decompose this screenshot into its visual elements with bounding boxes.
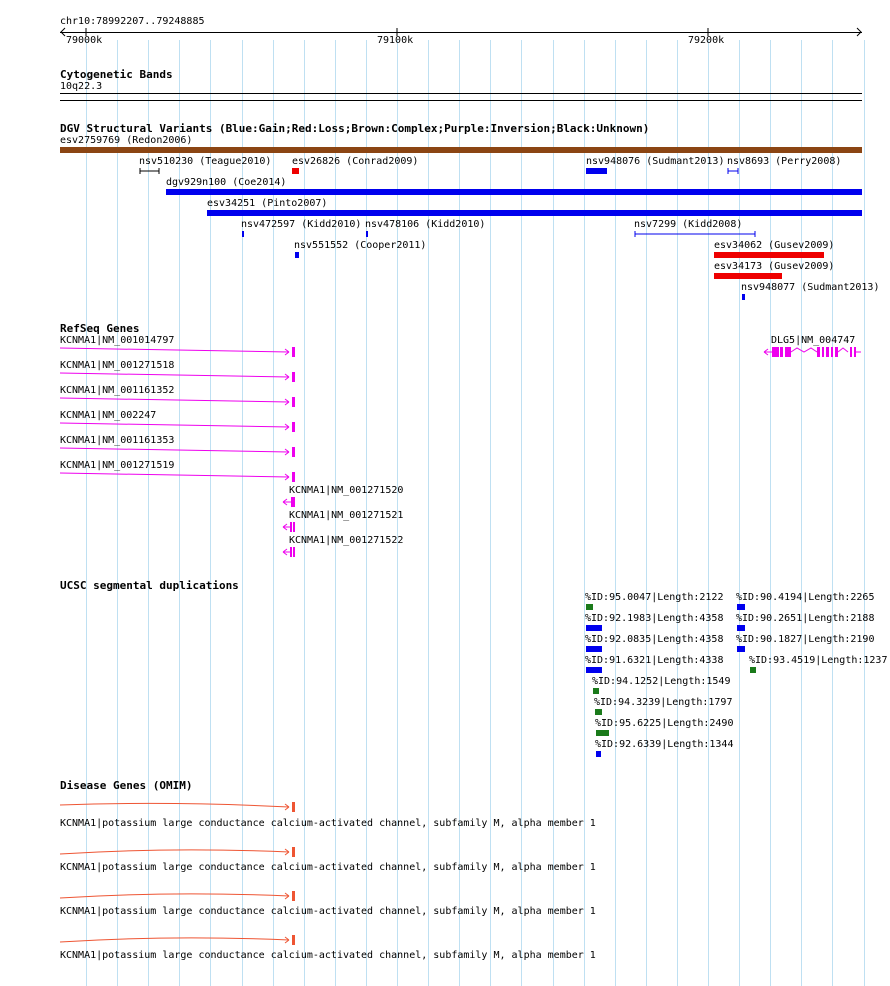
refseq-label-NM_001161353: KCNMA1|NM_001161353 <box>60 435 175 446</box>
refseq-label-NM_002247: KCNMA1|NM_002247 <box>60 410 157 421</box>
segdup-label: %ID:90.2651|Length:2188 <box>736 613 875 624</box>
dgv-label-dgv929n100: dgv929n100 (Coe2014) <box>166 177 287 188</box>
omim-label: KCNMA1|potassium large conductance calcium-activated channel, subfamily M, alpha member 1 <box>60 818 596 829</box>
refseq-label-NM_001271521: KCNMA1|NM_001271521 <box>289 510 404 521</box>
ruler-tick-79100k: 79100k <box>377 35 414 46</box>
dgv-label-nsv948077: nsv948077 (Sudmant2013) <box>741 282 880 293</box>
dgv-label-nsv948076: nsv948076 (Sudmant2013) <box>586 156 725 167</box>
omim-track-title[interactable]: Disease Genes (OMIM) <box>60 779 193 792</box>
dgv-label-nsv551552: nsv551552 (Cooper2011) <box>294 240 427 251</box>
segdup-label: %ID:95.0047|Length:2122 <box>585 592 724 603</box>
segdup-label: %ID:94.3239|Length:1797 <box>594 697 733 708</box>
cytoband-track-title[interactable]: Cytogenetic Bands <box>60 68 173 81</box>
dgv-label-nsv8693: nsv8693 (Perry2008) <box>727 156 842 167</box>
refseq-label-NM_001271522: KCNMA1|NM_001271522 <box>289 535 404 546</box>
refseq-label-DLG5: DLG5|NM_004747 <box>771 335 856 346</box>
dgv-label-nsv7299: nsv7299 (Kidd2008) <box>634 219 743 230</box>
segdup-label: %ID:92.0835|Length:4358 <box>585 634 724 645</box>
omim-gene-kcnma1-1 <box>60 802 295 812</box>
ruler-tick-79200k: 79200k <box>688 35 725 46</box>
segdup-label: %ID:92.6339|Length:1344 <box>595 739 734 750</box>
dgv-label-esv2759769: esv2759769 (Redon2006) <box>60 135 193 146</box>
omim-gene-kcnma1-4 <box>60 935 295 945</box>
segdup-label: %ID:95.6225|Length:2490 <box>595 718 734 729</box>
refseq-label-NM_001271520: KCNMA1|NM_001271520 <box>289 485 404 496</box>
dgv-label-nsv510230: nsv510230 (Teague2010) <box>139 156 272 167</box>
omim-gene-kcnma1-2 <box>60 847 295 857</box>
dgv-label-esv26826: esv26826 (Conrad2009) <box>292 156 419 167</box>
dgv-label-esv34173: esv34173 (Gusev2009) <box>714 261 835 272</box>
segdup-track-title[interactable]: UCSC segmental duplications <box>60 579 239 592</box>
omim-gene-kcnma1-3 <box>60 891 295 901</box>
omim-label: KCNMA1|potassium large conductance calcium-activated channel, subfamily M, alpha member 1 <box>60 862 596 873</box>
segdup-label: %ID:92.1983|Length:4358 <box>585 613 724 624</box>
refseq-track-title[interactable]: RefSeq Genes <box>60 322 140 335</box>
refseq-label-NM_001161352: KCNMA1|NM_001161352 <box>60 385 175 396</box>
refseq-label-NM_001271518: KCNMA1|NM_001271518 <box>60 360 175 371</box>
segdup-label: %ID:94.1252|Length:1549 <box>592 676 731 687</box>
ruler-tick-79000k: 79000k <box>66 35 103 46</box>
segdup-label: %ID:90.1827|Length:2190 <box>736 634 875 645</box>
refseq-label-NM_001014797: KCNMA1|NM_001014797 <box>60 335 175 346</box>
cytoband-label: 10q22.3 <box>60 81 103 92</box>
dgv-track-title[interactable]: DGV Structural Variants (Blue:Gain;Red:Loss;Brown:Complex;Purple:Inversion;Black:Unknown) <box>60 122 650 135</box>
omim-label: KCNMA1|potassium large conductance calcium-activated channel, subfamily M, alpha member 1 <box>60 906 596 917</box>
omim-label: KCNMA1|potassium large conductance calcium-activated channel, subfamily M, alpha member 1 <box>60 950 596 961</box>
dgv-label-nsv472597: nsv472597 (Kidd2010) <box>241 219 362 230</box>
segdup-label: %ID:90.4194|Length:2265 <box>736 592 875 603</box>
dgv-label-esv34251: esv34251 (Pinto2007) <box>207 198 328 209</box>
dgv-label-nsv478106: nsv478106 (Kidd2010) <box>365 219 486 230</box>
refseq-label-NM_001271519: KCNMA1|NM_001271519 <box>60 460 175 471</box>
segdup-label: %ID:91.6321|Length:4338 <box>585 655 724 666</box>
dgv-label-esv34062: esv34062 (Gusev2009) <box>714 240 835 251</box>
location-label: chr10:78992207..79248885 <box>60 16 205 27</box>
segdup-label: %ID:93.4519|Length:1237 <box>749 655 888 666</box>
